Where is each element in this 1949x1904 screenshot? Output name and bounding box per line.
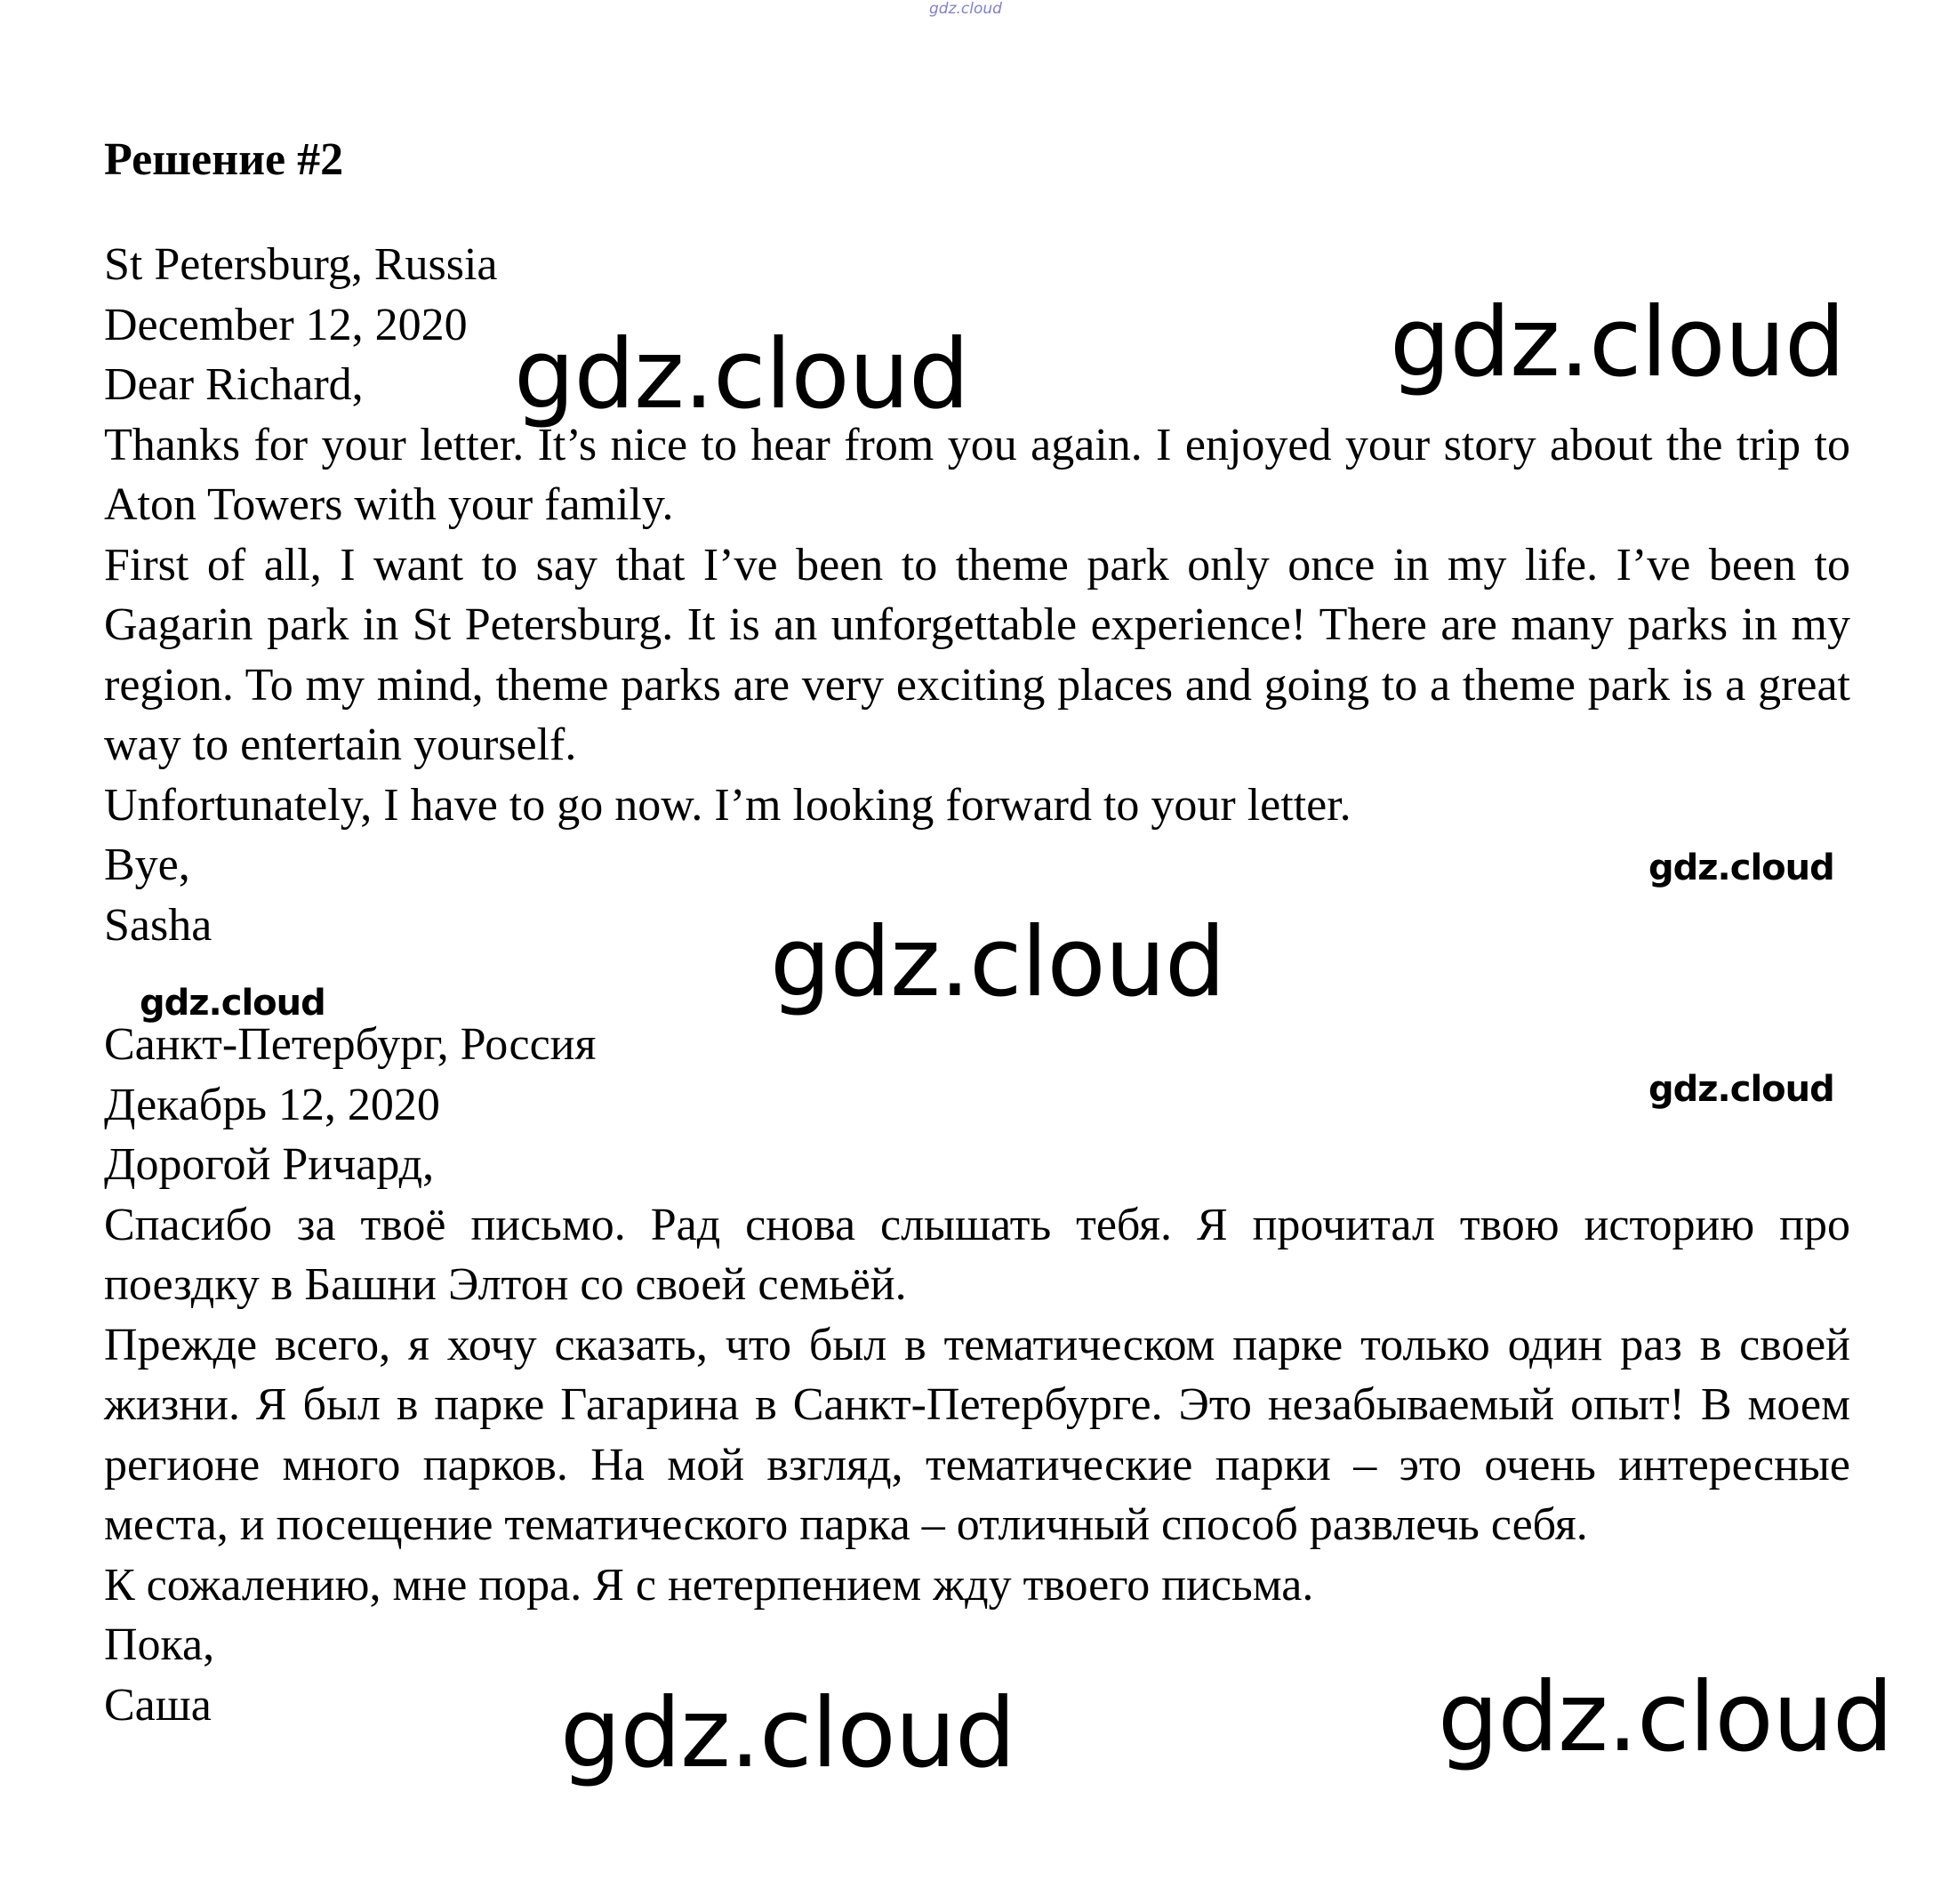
letter-signature: Sasha [104,899,213,951]
letter-russian [104,1015,1850,1735]
letter-date: December 12, 2020 [104,299,468,350]
letter-paragraph: Thanks for your letter. It’s nice to hear from you again. I enjoyed your story about the trip to Aton Towers with your family. [104,419,1850,530]
letter-paragraph: К сожалению, мне пора. Я с нетерпением жду твоего письма. [104,1559,1314,1611]
watermark: gdz.cloud [514,319,969,430]
letter-paragraph: Unfortunately, I have to go now. I’m looking forward to your letter. [104,779,1351,831]
letter-paragraph: Спасибо за твоё письмо. Рад снова слышать тебя. Я прочитал твою историю про поездку в Башни Элтон со своей семьёй. [104,1199,1850,1310]
letter-signature: Саша [104,1679,212,1731]
letter-paragraph: Прежде всего, я хочу сказать, что был в тематическом парке только один раз в своей жизни. Я был в парке Гагарина в Санкт-Петербурге. Это незабываемый опыт! В моем регионе много парков. На мой взгляд, тематические парки – это очень интересные места, и посещение тематического парка – отличный способ развлечь себя. [104,1319,1850,1550]
watermark: gdz.cloud [1438,1662,1893,1773]
letter-greeting: Дорогой Ричард, [104,1139,435,1190]
watermark: gdz.cloud [140,983,325,1024]
letter-closing: Bye, [104,840,190,890]
letter-greeting: Dear Richard, [104,359,364,410]
letter-paragraph: First of all, I want to say that I’ve been to theme park only once in my life. I’ve been to Gagarin park in St Petersburg. It is an unforgettable experience! There are many parks in my region. To my mind, theme parks are very exciting places and going to a theme park is a great way to entertain yourself. [104,539,1850,770]
watermark: gdz.cloud [1390,287,1845,398]
top-watermark: gdz.cloud [929,0,1002,18]
watermark: gdz.cloud [770,907,1225,1018]
letter-closing: Пока, [104,1619,215,1670]
letter-place: St Petersburg, Russia [104,239,498,290]
page-title: Решение #2 [104,134,344,185]
watermark: gdz.cloud [1648,1069,1834,1110]
watermark: gdz.cloud [560,1678,1015,1789]
letter-date: Декабрь 12, 2020 [104,1079,440,1130]
letter-place: Санкт-Петербург, Россия [104,1019,597,1070]
watermark: gdz.cloud [1648,848,1834,888]
